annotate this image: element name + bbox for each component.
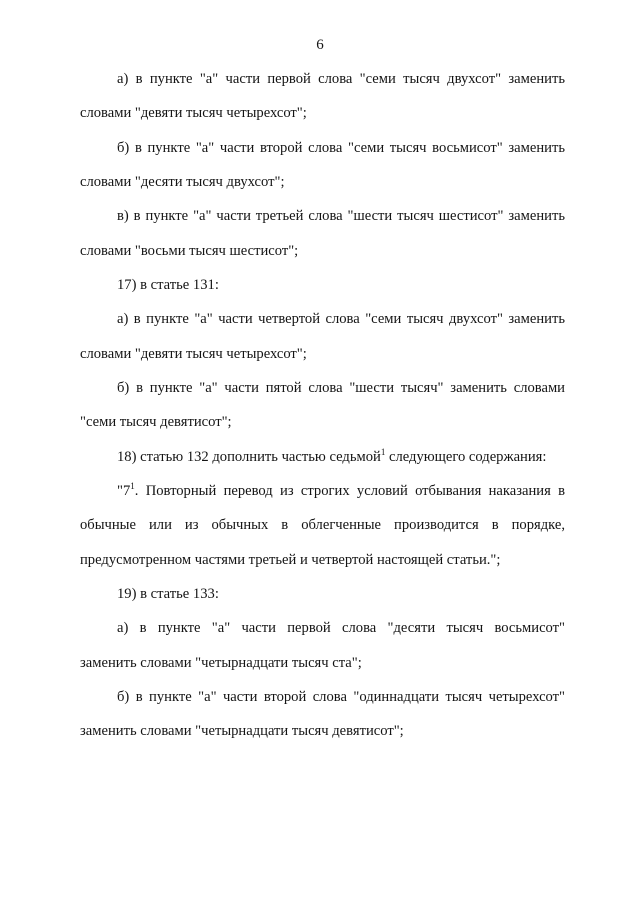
- item-19-a-line1: а) в пункте "а" части первой слова "десяти тысяч восьмисот": [117, 620, 565, 636]
- quote-line2: обычные или из обычных в облегченные производится в порядке,: [80, 517, 565, 533]
- item-19-b-line2: заменить словами "четырнадцати тысяч девятисот";: [80, 723, 404, 739]
- item-17-b-line1: б) в пункте "а" части пятой слова "шести тысяч" заменить словами: [117, 380, 565, 396]
- quote-line1: [117, 482, 565, 500]
- amend-b-line1: б) в пункте "а" части второй слова "семи тысяч восьмисот" заменить: [117, 140, 565, 156]
- item-19-heading: 19) в статье 133:: [117, 586, 219, 602]
- item-17-b-line2: "семи тысяч девятисот";: [80, 414, 232, 430]
- item-17-heading: 17) в статье 131:: [117, 277, 219, 293]
- page-number: 6: [316, 37, 324, 53]
- amend-v-line1: в) в пункте "а" части третьей слова "шести тысяч шестисот" заменить: [117, 208, 565, 224]
- item-18-text-end: следующего содержания:: [385, 449, 547, 465]
- item-19-a-line2: заменить словами "четырнадцати тысяч ста";: [80, 655, 362, 671]
- quote-line3: предусмотренном частями третьей и четвертой настоящей статьи.";: [80, 552, 501, 568]
- amend-a-line2: словами "девяти тысяч четырехсот";: [80, 105, 307, 121]
- quote-text: . Повторный перевод из строгих условий отбывания наказания в: [134, 483, 565, 499]
- item-18-superscript: 1: [380, 447, 386, 457]
- item-17-a-line1: а) в пункте "а" части четвертой слова "семи тысяч двухсот" заменить: [117, 311, 565, 327]
- item-18-heading: [117, 448, 565, 466]
- amend-b-line2: словами "десяти тысяч двухсот";: [80, 174, 285, 190]
- item-18-text: 18) статью 132 дополнить частью седьмой: [117, 449, 381, 465]
- quote-number: "7: [117, 483, 131, 499]
- item-17-a-line2: словами "девяти тысяч четырехсот";: [80, 346, 307, 362]
- amend-v-line2: словами "восьми тысяч шестисот";: [80, 243, 299, 259]
- amend-a-line1: а) в пункте "а" части первой слова "семи тысяч двухсот" заменить: [117, 71, 565, 87]
- quote-superscript: 1: [130, 481, 135, 491]
- item-19-b-line1: б) в пункте "а" части второй слова "одиннадцати тысяч четырехсот": [117, 689, 565, 705]
